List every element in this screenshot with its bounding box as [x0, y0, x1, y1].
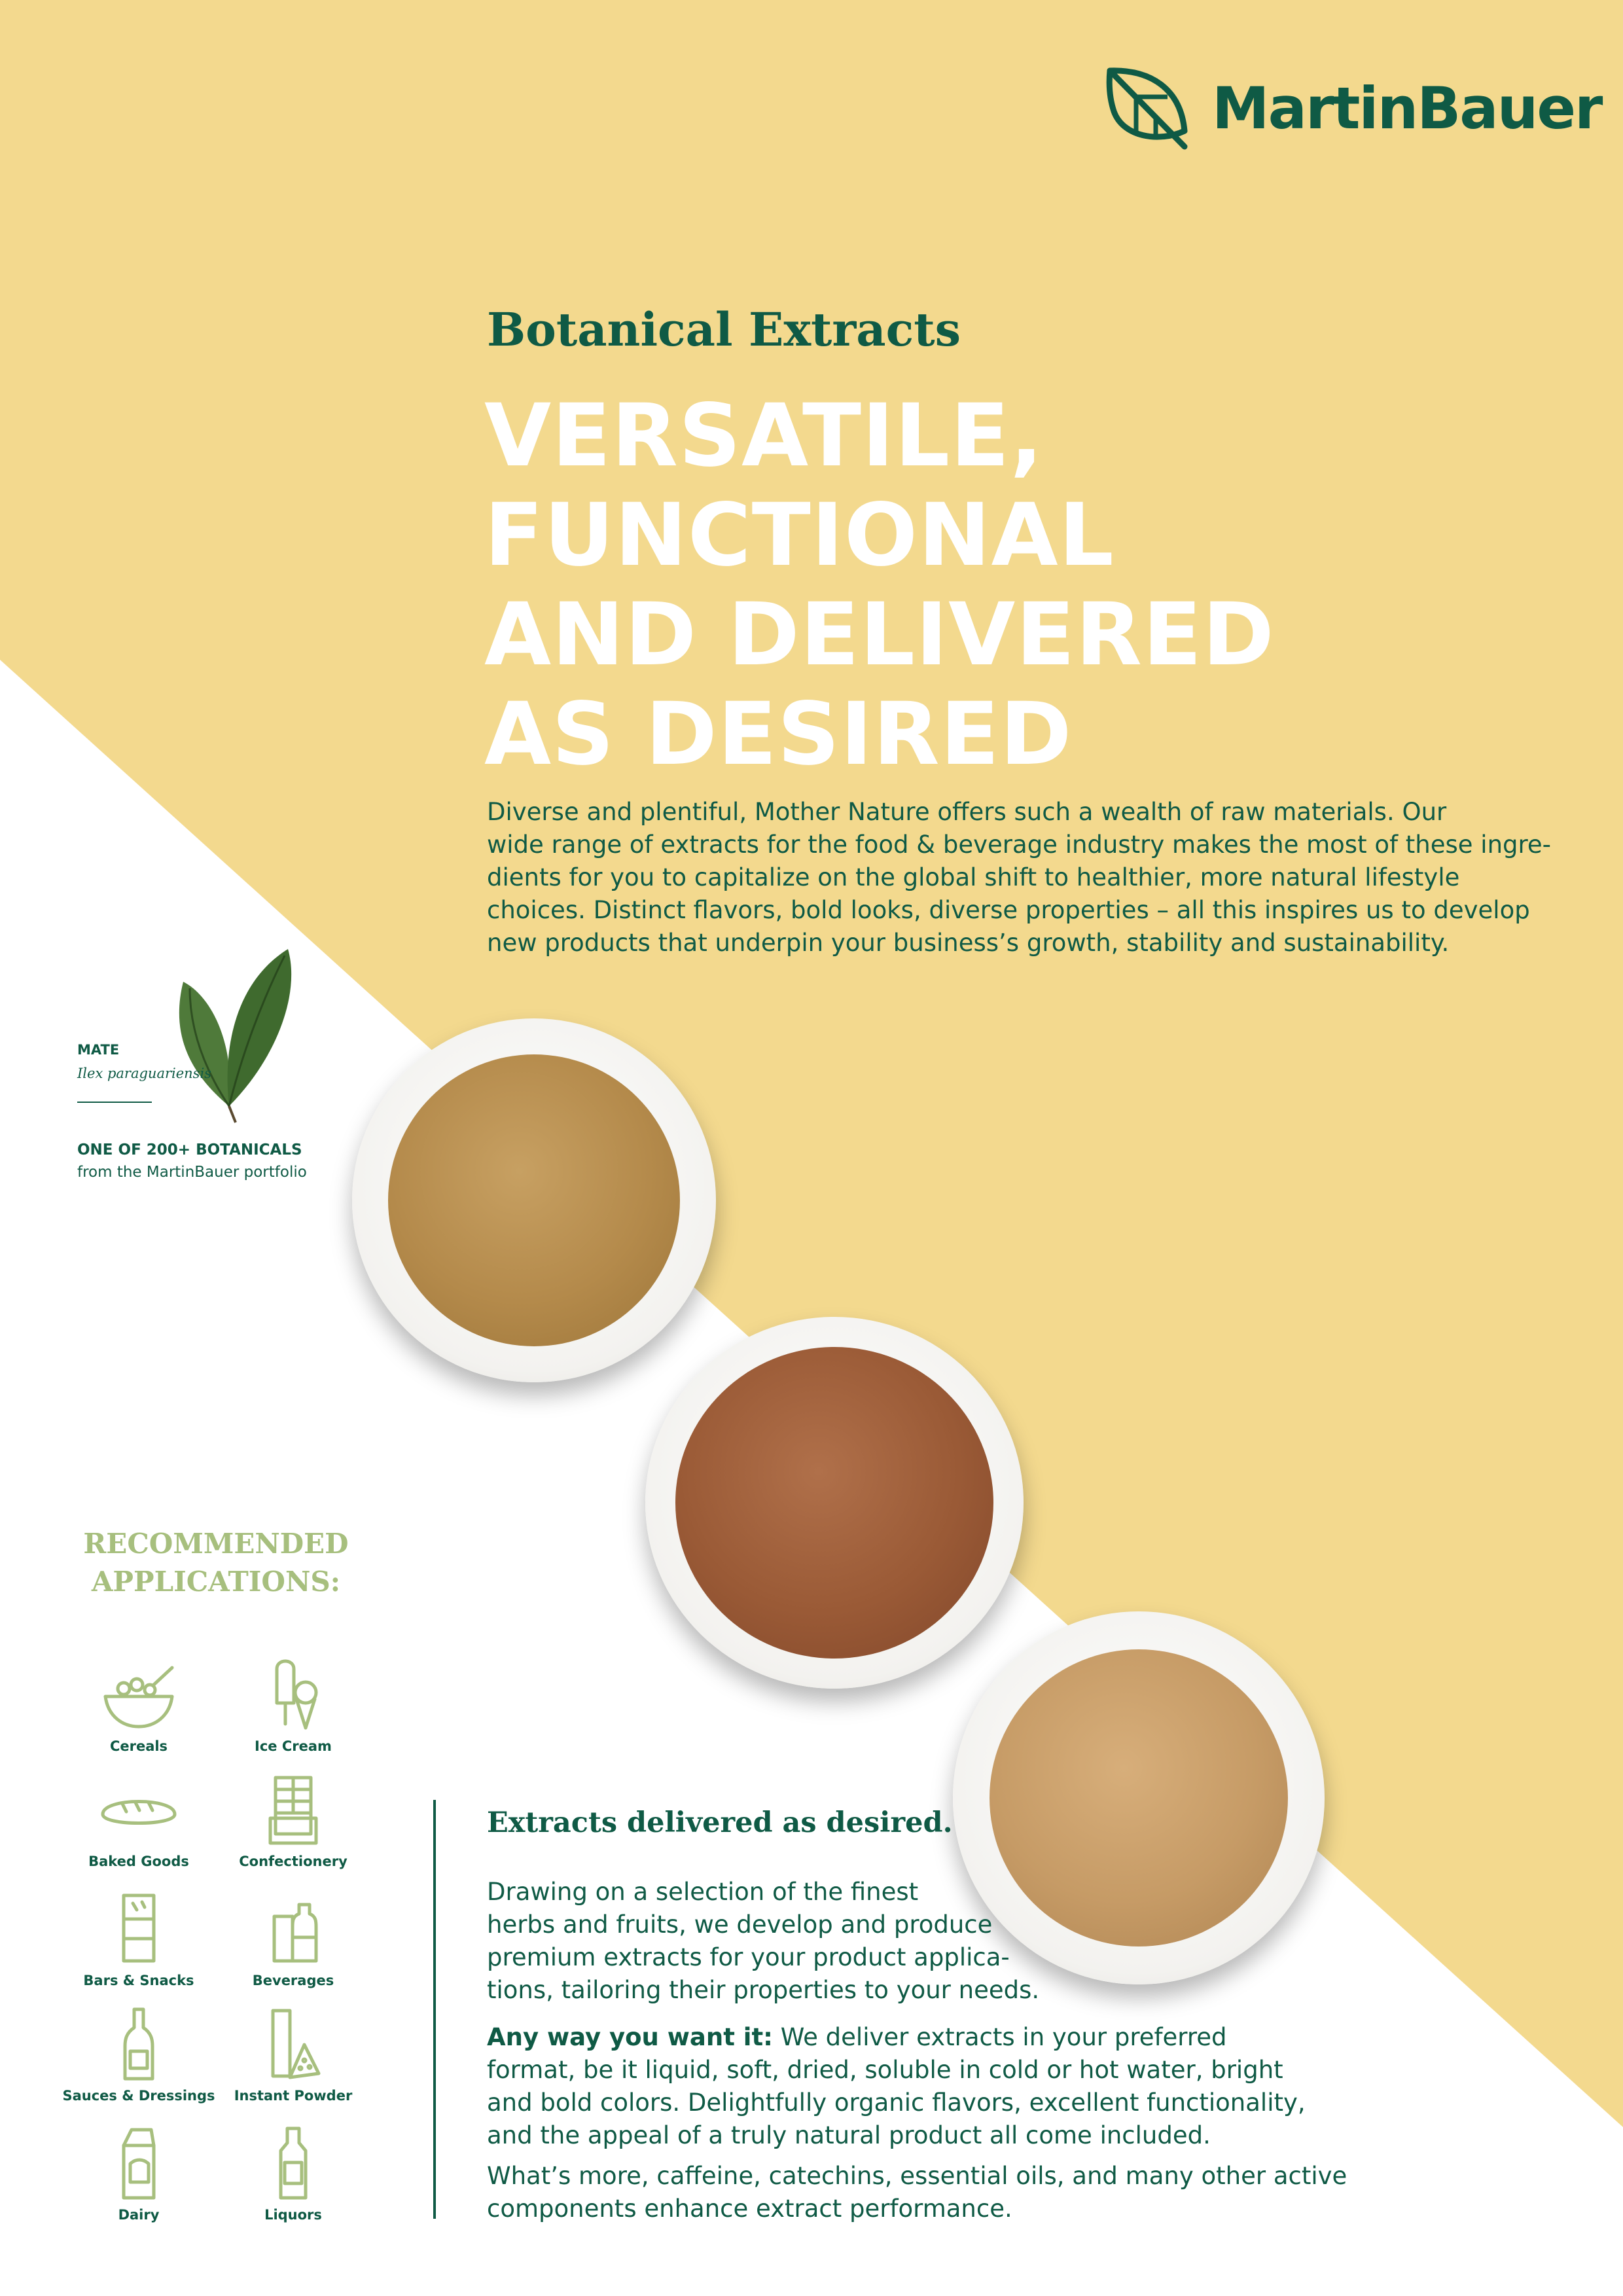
intro-line: Diverse and plentiful, Mother Nature offers such a wealth of raw materials. Our	[487, 798, 1447, 826]
application-label: Cereals	[109, 1738, 168, 1754]
headline-line: VERSATILE,	[484, 386, 1044, 486]
application-ice-cream	[215, 1656, 372, 1754]
brand-name: MartinBauer	[1212, 74, 1602, 142]
instant-powder-icon	[251, 2005, 336, 2084]
application-label: Baked Goods	[88, 1854, 189, 1869]
intro-line: dients for you to capitalize on the global shift to healthier, more natural lifestyle	[487, 863, 1460, 891]
leaf-logo-icon	[1103, 65, 1188, 151]
extracts-paragraph-1	[487, 1876, 1039, 2007]
bread-icon	[96, 1771, 181, 1850]
powder-fill	[388, 1054, 680, 1346]
application-confectionery	[215, 1771, 372, 1869]
application-label: Instant Powder	[234, 2088, 353, 2104]
application-label: Confectionery	[239, 1854, 348, 1869]
milk-carton-icon	[96, 2125, 181, 2203]
paragraph-lead: Any way you want it:	[487, 2023, 773, 2051]
extracts-paragraph-3	[487, 2160, 1347, 2225]
botanicals-count-subtitle: from the MartinBauer portfolio	[77, 1164, 307, 1181]
applications-title-line: APPLICATIONS:	[91, 1566, 341, 1598]
intro-line: choices. Distinct flavors, bold looks, diverse properties – all this inspires us to develop	[487, 896, 1530, 924]
application-sauces-dressings	[60, 2005, 217, 2104]
paragraph-line: What’s more, caffeine, catechins, essential oils, and many other active	[487, 2162, 1347, 2190]
paragraph-line: premium extracts for your product applica-	[487, 1943, 1010, 1971]
applications-title	[79, 1525, 353, 1601]
ice-cream-icon	[251, 1656, 336, 1734]
extracts-title: Extracts delivered as desired.	[487, 1806, 953, 1839]
sauce-bottle-icon	[96, 2005, 181, 2084]
paragraph-line: tions, tailoring their properties to your needs.	[487, 1976, 1040, 2004]
brand-logo	[1103, 65, 1601, 151]
powder-fill	[675, 1347, 993, 1659]
liquor-bottle-icon	[251, 2125, 336, 2203]
divider	[77, 1102, 152, 1103]
botanicals-count-title: ONE OF 200+ BOTANICALS	[77, 1141, 302, 1158]
paragraph-line: components enhance extract performance.	[487, 2195, 1012, 2223]
powder-bowl-image	[645, 1317, 1024, 1689]
botanical-name: MATE	[77, 1042, 120, 1058]
intro-line: new products that underpin your business’s growth, stability and sustainability.	[487, 929, 1450, 957]
paragraph-line: and bold colors. Delightfully organic flavors, excellent functionality,	[487, 2089, 1306, 2117]
paragraph-line: format, be it liquid, soft, dried, soluble in cold or hot water, bright	[487, 2056, 1283, 2084]
application-baked-goods	[60, 1771, 217, 1869]
application-dairy	[60, 2125, 217, 2223]
paragraph-text: We deliver extracts in your preferred	[772, 2023, 1227, 2051]
paragraph-line: and the appeal of a truly natural product all come included.	[487, 2121, 1211, 2149]
section-subtitle: Botanical Extracts	[487, 302, 961, 357]
headline-line: AS DESIRED	[484, 684, 1073, 785]
cereal-bowl-icon	[96, 1656, 181, 1734]
beverage-bottles-icon	[251, 1890, 336, 1969]
application-bars-snacks	[60, 1890, 217, 1988]
application-label: Ice Cream	[255, 1738, 332, 1754]
intro-line: wide range of extracts for the food & beverage industry makes the most of these ingre-	[487, 831, 1552, 859]
application-liquors	[215, 2125, 372, 2223]
mate-leaves-image	[164, 942, 294, 1126]
paragraph-line: herbs and fruits, we develop and produce	[487, 1910, 993, 1939]
application-instant-powder	[215, 2005, 372, 2104]
paragraph-line	[487, 2021, 1306, 2054]
botanical-latin-name: Ilex paraguariensis	[77, 1066, 211, 1081]
application-beverages	[215, 1890, 372, 1988]
applications-title-line: RECOMMENDED	[83, 1528, 349, 1560]
powder-bowl-image	[352, 1018, 716, 1382]
paragraph-line: Drawing on a selection of the finest	[487, 1878, 919, 1906]
application-label: Liquors	[264, 2207, 322, 2223]
application-label: Sauces & Dressings	[62, 2088, 215, 2104]
application-cereals	[60, 1656, 217, 1754]
snack-bar-icon	[96, 1890, 181, 1969]
intro-paragraph	[487, 796, 1552, 960]
application-label: Bars & Snacks	[83, 1973, 194, 1988]
vertical-divider	[433, 1800, 436, 2219]
extracts-paragraph-2	[487, 2021, 1306, 2152]
chocolate-bar-icon	[251, 1771, 336, 1850]
application-label: Dairy	[118, 2207, 160, 2223]
headline-line: FUNCTIONAL	[484, 485, 1115, 586]
application-label: Beverages	[252, 1973, 334, 1988]
headline-line: AND DELIVERED	[484, 584, 1275, 685]
headline	[484, 386, 1275, 784]
